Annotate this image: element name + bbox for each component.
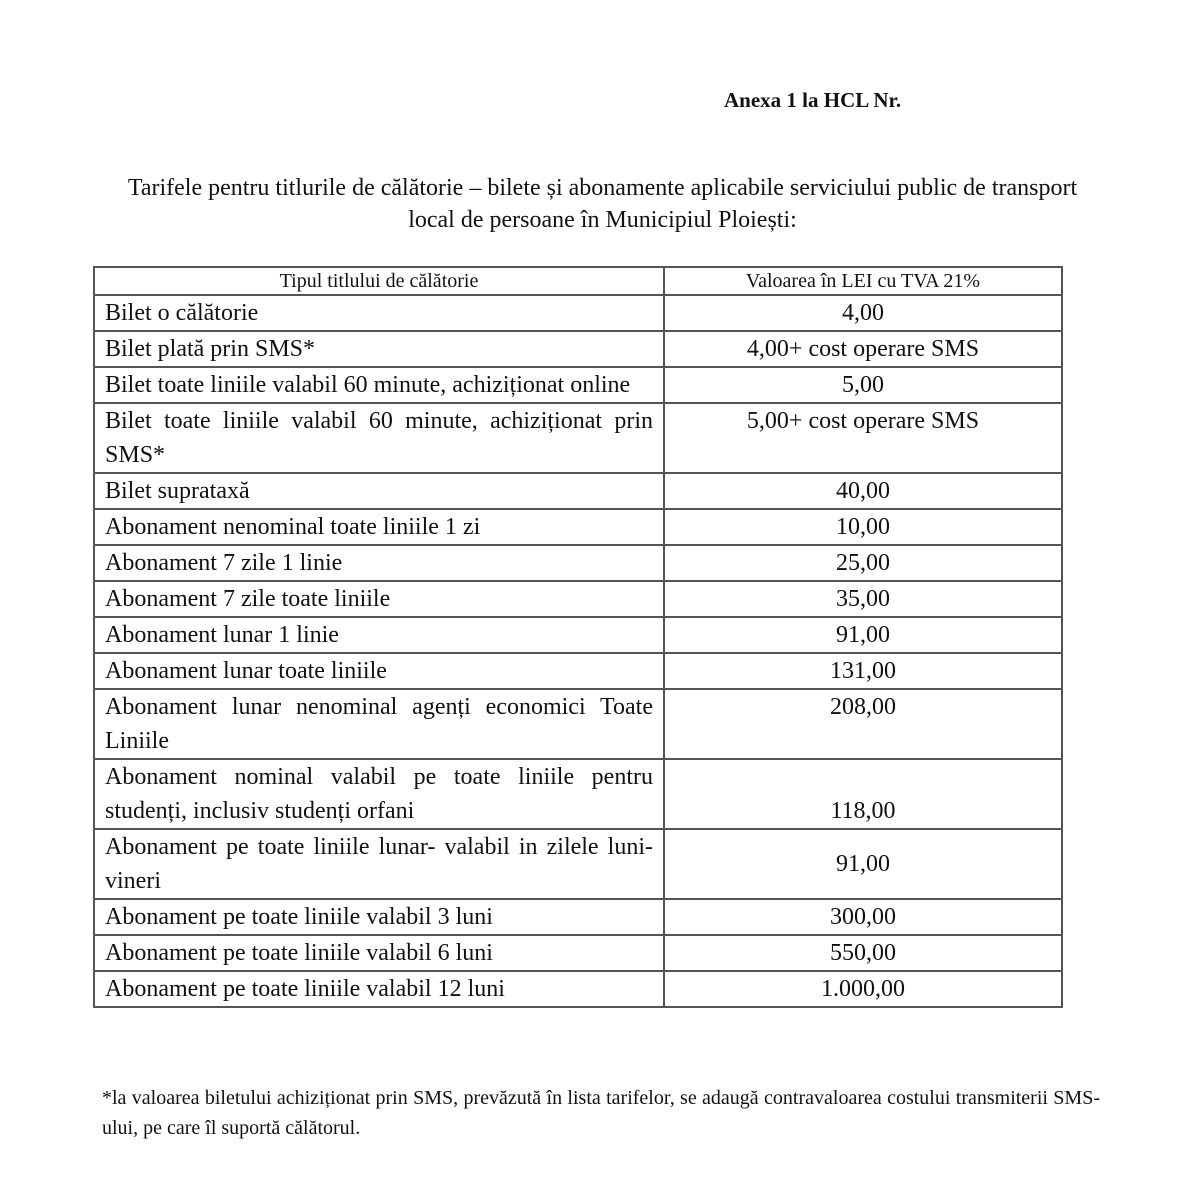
ticket-value: 40,00 [664, 473, 1062, 509]
ticket-type: Abonament pe toate liniile valabil 3 luni [94, 899, 664, 935]
ticket-type: Abonament 7 zile 1 linie [94, 545, 664, 581]
ticket-value: 4,00+ cost operare SMS [664, 331, 1062, 367]
ticket-type: Bilet toate liniile valabil 60 minute, achiziționat online [94, 367, 664, 403]
ticket-type: Abonament pe toate liniile lunar- valabil in zilele luni-vineri [94, 829, 664, 899]
table-row [94, 935, 1062, 971]
table-header-row [94, 267, 1062, 295]
annex-heading: Anexa 1 la HCL Nr. [724, 88, 902, 112]
ticket-type: Abonament nenominal toate liniile 1 zi [94, 509, 664, 545]
ticket-value: 5,00+ cost operare SMS [664, 403, 1062, 473]
sms-footnote: *la valoarea biletului achiziționat prin SMS, prevăzută în lista tarifelor, se adaugă contravaloarea costului transmiterii SMS-ului, pe care îl suportă călătorul. [102, 1087, 1100, 1139]
table-row [94, 581, 1062, 617]
table-row [94, 473, 1062, 509]
ticket-type: Abonament pe toate liniile valabil 6 luni [94, 935, 664, 971]
table-row [94, 653, 1062, 689]
table-row [94, 829, 1062, 899]
ticket-type: Abonament pe toate liniile valabil 12 luni [94, 971, 664, 1007]
table-row [94, 689, 1062, 759]
table-row [94, 295, 1062, 331]
table-row [94, 509, 1062, 545]
table-row [94, 971, 1062, 1007]
ticket-type: Bilet plată prin SMS* [94, 331, 664, 367]
header-value: Valoarea în LEI cu TVA 21% [664, 267, 1062, 295]
ticket-type: Abonament lunar 1 linie [94, 617, 664, 653]
table-row [94, 545, 1062, 581]
ticket-value: 10,00 [664, 509, 1062, 545]
document-title: Tarifele pentru titlurile de călătorie – bilete și abonamente aplicabile serviciului public de transport local de persoane în Municipiul Ploiești: [127, 175, 1078, 233]
ticket-type: Abonament lunar toate liniile [94, 653, 664, 689]
ticket-type: Abonament lunar nenominal agenți economici Toate Liniile [94, 689, 664, 759]
table-row [94, 759, 1062, 829]
ticket-type: Bilet suprataxă [94, 473, 664, 509]
table-row [94, 367, 1062, 403]
table-row [94, 617, 1062, 653]
ticket-value: 300,00 [664, 899, 1062, 935]
ticket-type: Abonament 7 zile toate liniile [94, 581, 664, 617]
table-row [94, 899, 1062, 935]
ticket-value: 91,00 [664, 829, 1062, 899]
ticket-value: 1.000,00 [664, 971, 1062, 1007]
ticket-value: 131,00 [664, 653, 1062, 689]
ticket-type: Bilet toate liniile valabil 60 minute, achiziționat prin SMS* [94, 403, 664, 473]
ticket-value: 208,00 [664, 689, 1062, 759]
ticket-value: 25,00 [664, 545, 1062, 581]
ticket-value: 91,00 [664, 617, 1062, 653]
ticket-value: 4,00 [664, 295, 1062, 331]
table-row [94, 331, 1062, 367]
ticket-type: Bilet o călătorie [94, 295, 664, 331]
tariff-table [93, 266, 1063, 1008]
table-row [94, 403, 1062, 473]
ticket-value: 118,00 [664, 759, 1062, 829]
ticket-value: 550,00 [664, 935, 1062, 971]
ticket-type: Abonament nominal valabil pe toate liniile pentru studenți, inclusiv studenți orfani [94, 759, 664, 829]
ticket-value: 5,00 [664, 367, 1062, 403]
ticket-value: 35,00 [664, 581, 1062, 617]
header-type: Tipul titlului de călătorie [94, 267, 664, 295]
